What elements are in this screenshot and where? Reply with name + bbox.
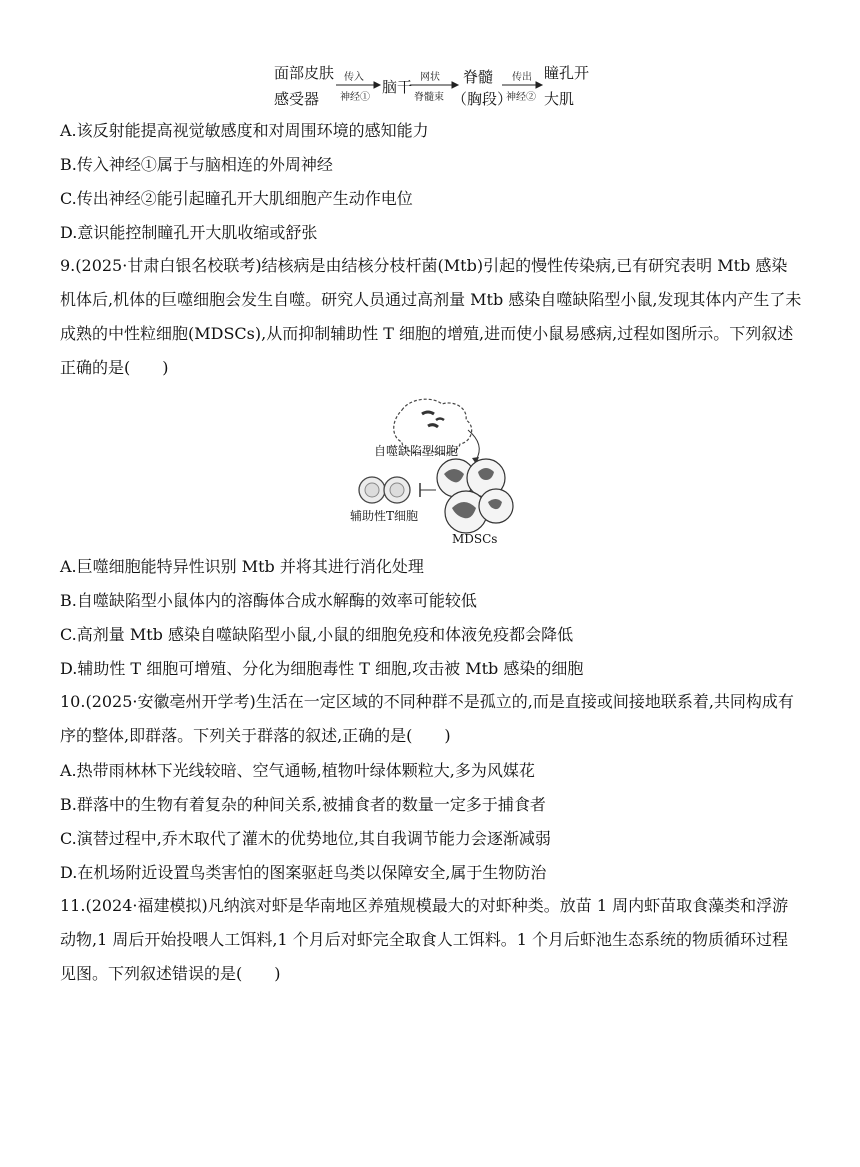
q9-option-c: C.高剂量 Mtb 感染自噬缺陷型小鼠,小鼠的细胞免疫和体液免疫都会降低 [60, 625, 574, 644]
q9-figure-label-mdsc: MDSCs [452, 532, 498, 546]
pathway-receptor-line1: 面部皮肤 [274, 64, 335, 82]
q10-stem: 10.(2025·安徽亳州开学考)生活在一定区域的不同种群不是孤立的,而是直接或间接地联系着,共同构成有序的整体,即群落。下列关于群落的叙述,正确的是( ) [60, 692, 794, 745]
q10-option-d: D.在机场附近设置鸟类害怕的图案驱赶鸟类以保障安全,属于生物防治 [60, 863, 547, 882]
q8-option-b: B.传入神经①属于与脑相连的外周神经 [60, 155, 333, 174]
q9-figure-label-macrophage: 自噬缺陷型细胞 [374, 444, 459, 458]
pathway-effector-line2: 大肌 [544, 90, 575, 108]
pathway-arrow3-bottom: 神经② [506, 92, 536, 103]
pathway-receptor-line2: 感受器 [274, 90, 320, 108]
q11-stem: 11.(2024·福建模拟)凡纳滨对虾是华南地区养殖规模最大的对虾种类。放苗 1 周内虾苗取食藻类和浮游动物,1 周后开始投喂人工饵料,1 个月后对虾完全取食人工饵料。1 个月后虾池生态系统的物质循环过程见图。下列叙述错误的是( ) [60, 896, 789, 983]
q9-figure-label-tcell: 辅助性T细胞 [350, 509, 419, 523]
pathway-arrows [270, 58, 600, 110]
q10-option-b: B.群落中的生物有着复杂的种间关系,被捕食者的数量一定多于捕食者 [60, 795, 546, 814]
pathway-arrow1-bottom: 神经① [340, 92, 370, 103]
pathway-spinal-line2: （胸段） [452, 90, 513, 108]
pathway-arrow2-top: 网状 [420, 72, 440, 83]
q10-option-a: A.热带雨林林下光线较暗、空气通畅,植物叶绿体颗粒大,多为风媒花 [60, 761, 535, 780]
q9-option-a: A.巨噬细胞能特异性识别 Mtb 并将其进行消化处理 [60, 557, 424, 576]
pathway-arrow2-bottom: 脊髓束 [414, 92, 444, 103]
q9-stem: 9.(2025·甘肃白银名校联考)结核病是由结核分枝杆菌(Mtb)引起的慢性传染病,已有研究表明 Mtb 感染机体后,机体的巨噬细胞会发生自噬。研究人员通过高剂量 Mtb 感染自噬缺陷型小鼠,发现其体内产生了未成熟的中性粒细胞(MDSCs),从而抑制辅助性 T 细胞的增殖,进而使小鼠易感病,过程如图所示。下列叙述正确的是( ) [60, 256, 802, 377]
q8-option-d: D.意识能控制瞳孔开大肌收缩或舒张 [60, 223, 318, 242]
q9-figure [340, 394, 520, 546]
q10-option-c: C.演替过程中,乔木取代了灌木的优势地位,其自我调节能力会逐渐减弱 [60, 829, 551, 848]
q9-option-b: B.自噬缺陷型小鼠体内的溶酶体合成水解酶的效率可能较低 [60, 591, 477, 610]
pathway-spinal-line1: 脊髓 [463, 68, 494, 86]
pathway-arrow3-top: 传出 [512, 72, 532, 83]
reflex-pathway-diagram [270, 58, 600, 110]
q8-option-a: A.该反射能提高视觉敏感度和对周围环境的感知能力 [60, 121, 429, 140]
q8-option-c: C.传出神经②能引起瞳孔开大肌细胞产生动作电位 [60, 189, 413, 208]
pathway-brainstem: 脑干 [382, 78, 413, 96]
q9-option-d: D.辅助性 T 细胞可增殖、分化为细胞毒性 T 细胞,攻击被 Mtb 感染的细胞 [60, 659, 584, 678]
pathway-arrow1-top: 传入 [344, 72, 364, 83]
pathway-effector-line1: 瞳孔开 [544, 64, 590, 82]
